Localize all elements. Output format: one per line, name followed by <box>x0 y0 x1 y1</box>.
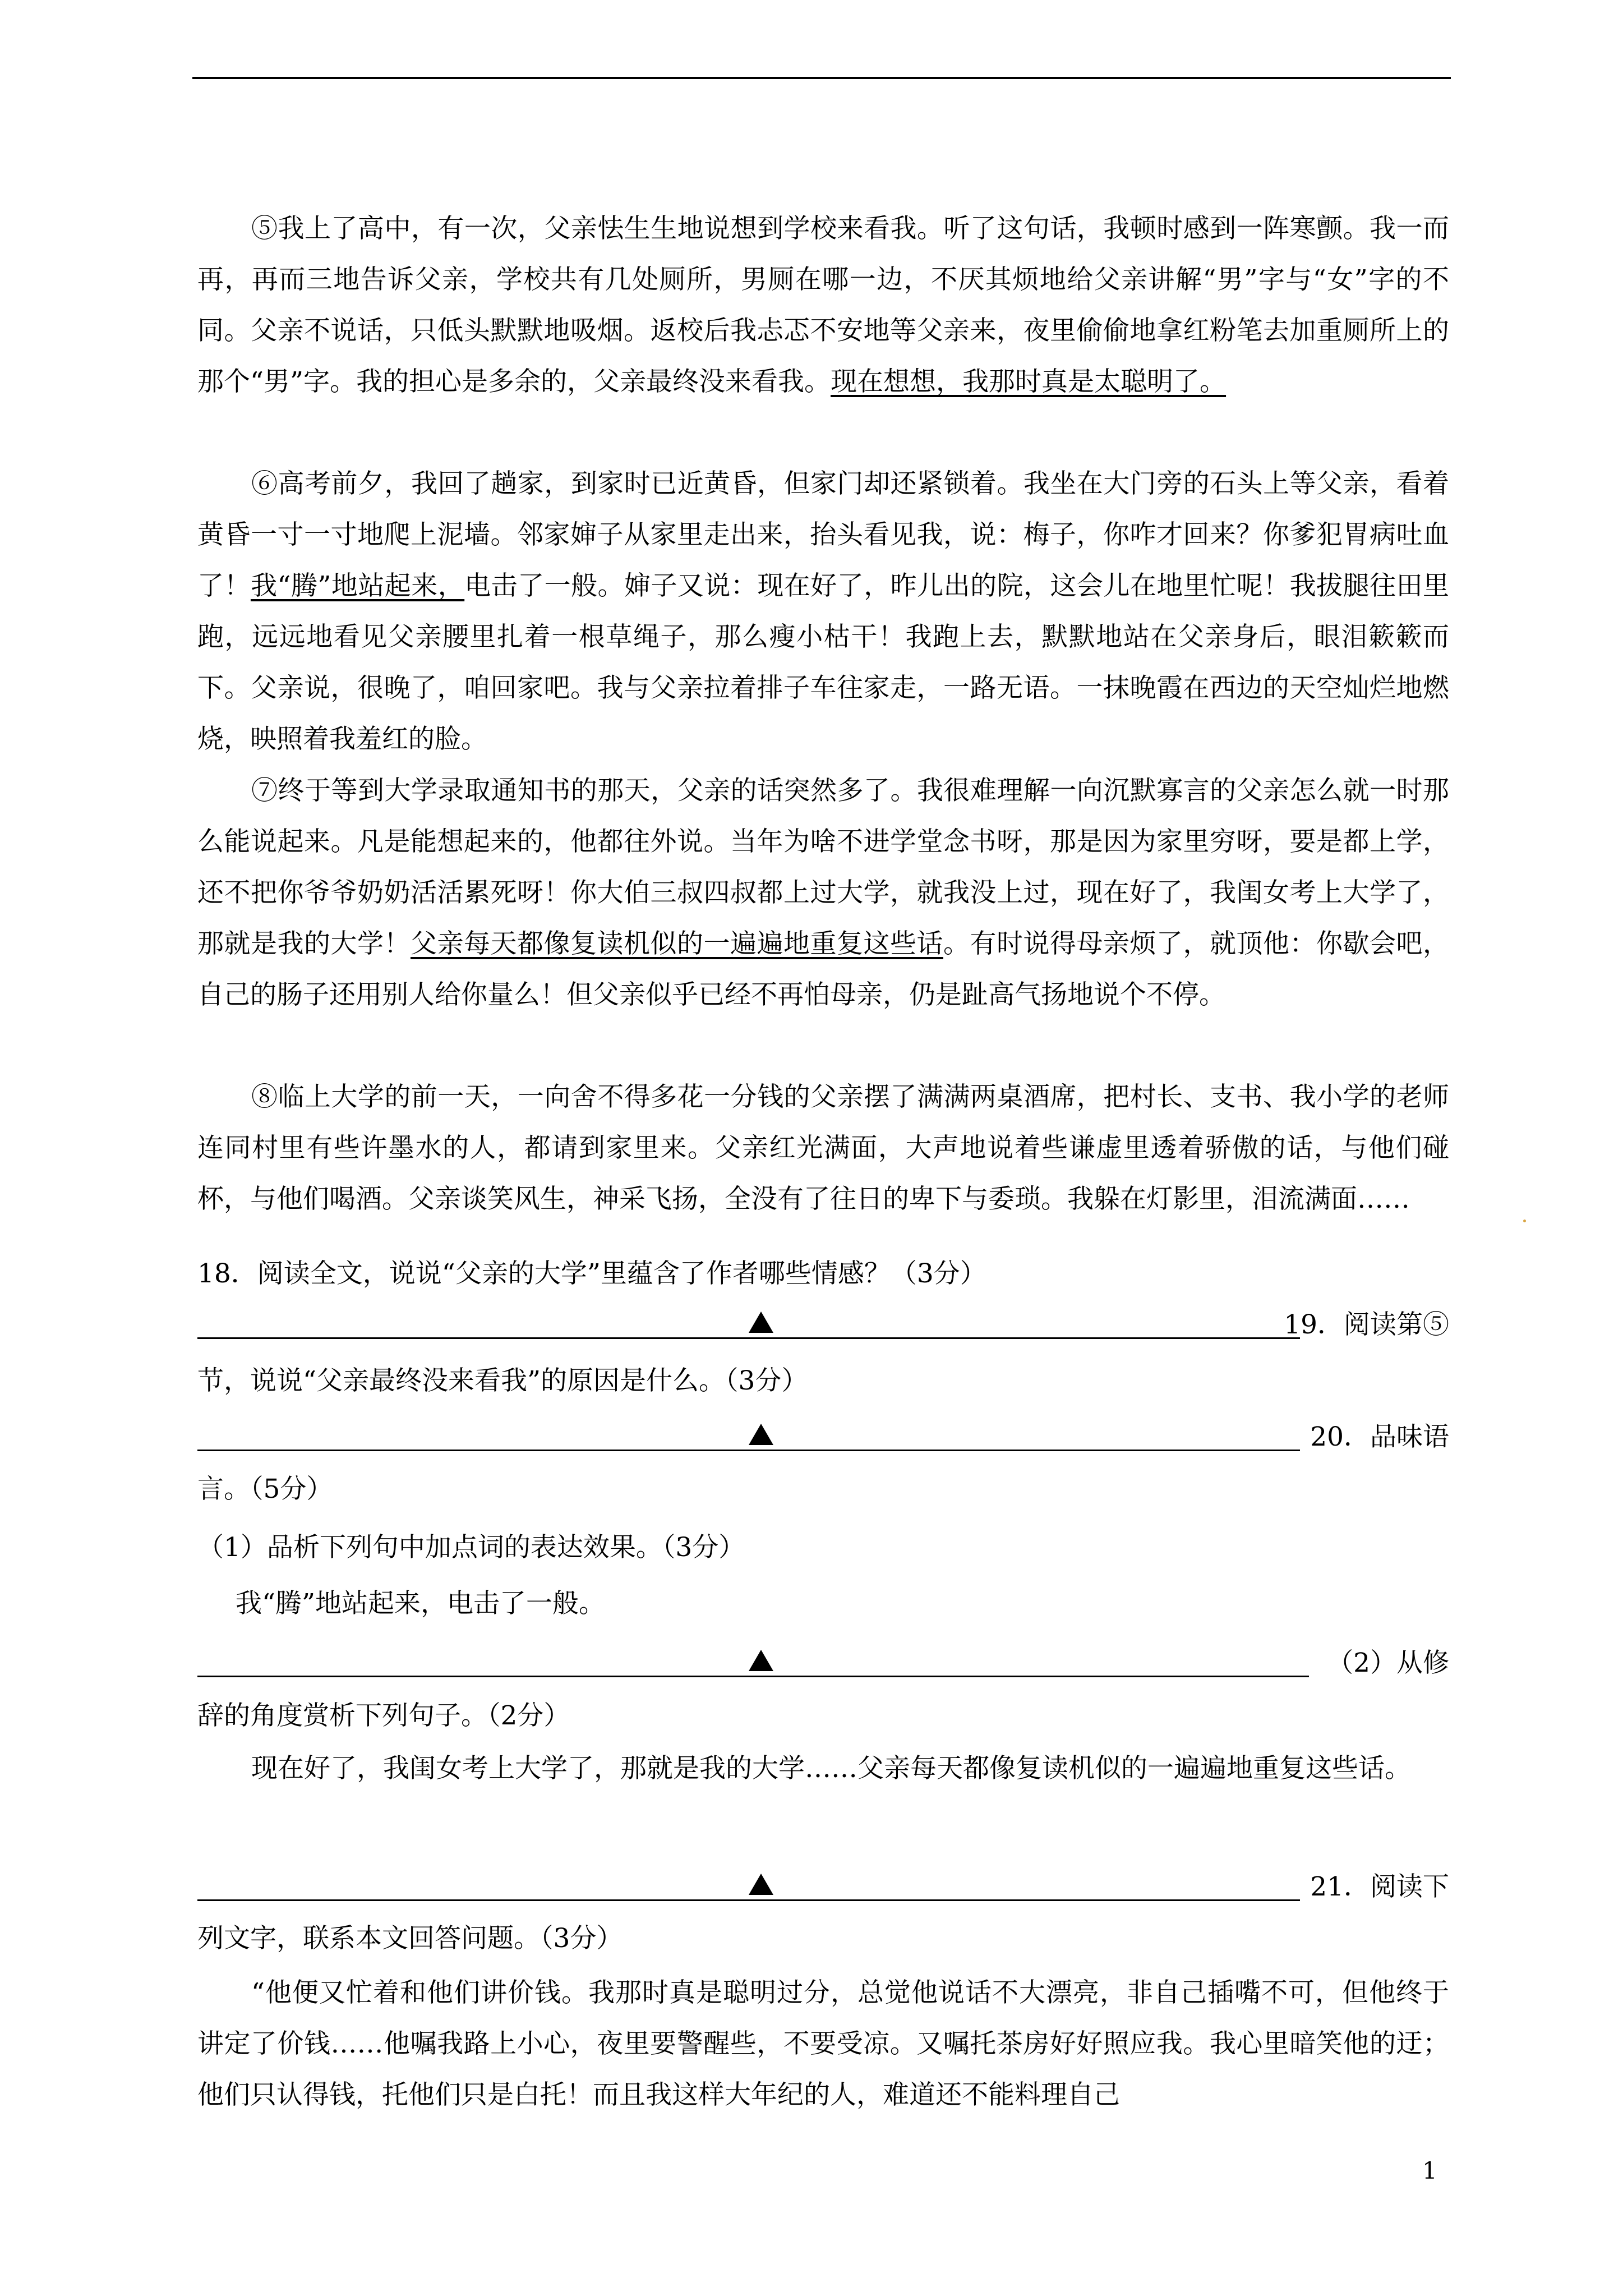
answer-row-20-2 <box>197 1861 1449 1912</box>
paragraph-5-text: ⑤我上了高中，有一次，父亲怯生生地说想到学校来看我。听了这句话，我顿时感到一阵寒颤。我一而再，再而三地告诉父亲，学校共有几处厕所，男厕在哪一边，不厌其烦地给父亲讲解“男”字与“女”字的不同。父亲不说话，只低头默默地吸烟。返校后我忐忑不安地等父亲来，夜里偷偷地拿红粉笔去加重厕所上的那个“男”字。我的担心是多余的，父亲最终没来看我。 <box>197 213 1449 397</box>
paragraph-6-text-b: 电击了一般。婶子又说：现在好了，昨儿出的院，这会儿在地里忙呢！我拔腿往田里跑，远远地看见父亲腰里扎着一根草绳子，那么瘦小枯干！我跑上去，默默地站在父亲身后，眼泪簌簌而下。父亲说，很晚了，咱回家吧。我与父亲拉着排子车往家走，一路无语。一抹晚霞在西边的天空灿烂地燃烧，映照着我羞红的脸。 <box>197 570 1450 754</box>
question-20-sub-1-sentence: 我“腾”地站起来，电击了一般。 <box>236 1588 606 1619</box>
question-20-sub-2-prompt: 辞的角度赏析下列句子。（2分） <box>197 1700 570 1731</box>
answer-line-20-1[interactable] <box>197 1676 1309 1677</box>
paragraph-7 <box>197 765 1449 1020</box>
question-21-start: 21．阅读下 <box>1310 1871 1449 1902</box>
question-20-sub-1: （1）品析下列句中加点词的表达效果。（3分） <box>197 1532 745 1563</box>
question-19-start: 19．阅读第⑤ <box>1284 1309 1449 1340</box>
answer-row-19 <box>197 1411 1449 1462</box>
paragraph-7-text-b: 。有时说得母亲烦了，就顶他：你歇会吧，自己的肠子还用别人给你量么！但父亲似乎已经不再怕母亲，仍是趾高气扬地说个不停。 <box>197 928 1449 1010</box>
answer-triangle-icon <box>749 1650 773 1671</box>
paragraph-5 <box>197 203 1449 407</box>
answer-line-20-2[interactable] <box>197 1899 1300 1901</box>
paragraph-8 <box>197 1071 1449 1225</box>
paragraph-5-underlined: 现在想想，我那时真是太聪明了。 <box>831 366 1227 397</box>
question-20-prompt: 言。（5分） <box>197 1474 333 1504</box>
question-21-prompt: 列文字，联系本文回答问题。（3分） <box>197 1923 623 1954</box>
question-20-start: 20．品味语 <box>1310 1421 1449 1452</box>
answer-row-18 <box>197 1299 1449 1350</box>
page-number: 1 <box>1422 2157 1437 2184</box>
question-19-prompt: 节，说说“父亲最终没来看我”的原因是什么。（3分） <box>197 1365 808 1396</box>
question-21-quote: “他便又忙着和他们讲价钱。我那时真是聪明过分，总觉他说话不大漂亮，非自己插嘴不可，但他终于讲定了价钱……他嘱我路上小心，夜里要警醒些，不要受凉。又嘱托茶房好好照应我。我心里暗笑他的迂；他们只认得钱，托他们只是白托！而且我这样大年纪的人，难道还不能料理自己 <box>197 1977 1449 2110</box>
answer-triangle-icon <box>749 1874 773 1895</box>
paragraph-7-underlined: 父亲每天都像复读机似的一遍遍地重复这些话 <box>411 928 943 959</box>
answer-triangle-icon <box>749 1312 773 1333</box>
answer-triangle-icon <box>749 1424 773 1445</box>
answer-line-18[interactable] <box>197 1337 1300 1339</box>
header-rule <box>192 77 1451 79</box>
paragraph-6-text-a: ⑥高考前夕，我回了趟家，到家时已近黄昏，但家门却还紧锁着。我坐在大门旁的石头上等父亲，看着黄昏一寸一寸地爬上泥墙。邻家婶子从家里走出来，抬头看见我，说：梅子，你咋才回来？你爹犯胃病吐血了！ <box>197 468 1449 601</box>
paragraph-8-text: ⑧临上大学的前一天，一向舍不得多花一分钱的父亲摆了满满两桌酒席，把村长、支书、我小学的老师连同村里有些许墨水的人，都请到家里来。父亲红光满面，大声地说着些谦虚里透着骄傲的话，与他们碰杯，与他们喝酒。父亲谈笑风生，神采飞扬，全没有了往日的卑下与委琐。我躲在灯影里，泪流满面…… <box>197 1082 1449 1214</box>
question-20-sub-2-sentence: 现在好了，我闺女考上大学了，那就是我的大学……父亲每天都像复读机似的一遍遍地重复这些话。 <box>251 1753 1411 1784</box>
paragraph-6-underlined: 我“腾”地站起来， <box>250 570 465 601</box>
stray-mark <box>1523 1220 1526 1222</box>
paragraph-7-text-a: ⑦终于等到大学录取通知书的那天，父亲的话突然多了。我很难理解一向沉默寡言的父亲怎么就一时那么能说起来。凡是能想起来的，他都往外说。当年为啥不进学堂念书呀，那是因为家里穷呀，要是都上学，还不把你爷爷奶奶活活累死呀！你大伯三叔四叔都上过大学，就我没上过，现在好了，我闺女考上大学了，那就是我的大学！ <box>197 775 1449 959</box>
paragraph-6 <box>197 458 1449 765</box>
answer-line-19[interactable] <box>197 1450 1300 1451</box>
answer-row-20-1 <box>197 1637 1449 1688</box>
question-18-prompt: 18．阅读全文，说说“父亲的大学”里蕴含了作者哪些情感？（3分） <box>197 1258 986 1289</box>
question-20-sub-2-start: （2）从修 <box>1327 1648 1449 1678</box>
